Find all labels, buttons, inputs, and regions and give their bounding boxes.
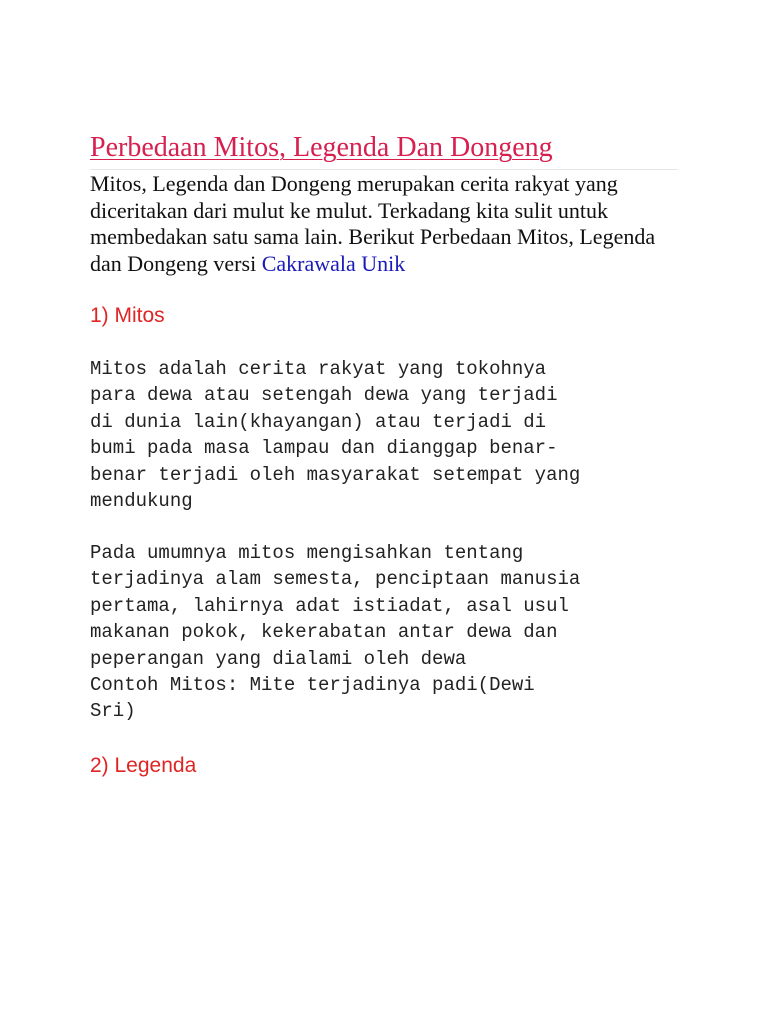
text-line: mendukung: [90, 490, 193, 513]
section-heading-legenda: 2) Legenda: [90, 754, 197, 777]
text-line: Contoh Mitos: Mite terjadinya padi(Dewi: [90, 674, 535, 697]
text-line: benar terjadi oleh masyarakat setempat yang: [90, 463, 581, 486]
text-line: terjadinya alam semesta, penciptaan manusia: [90, 568, 581, 591]
text-line: peperangan yang dialami oleh dewa: [90, 647, 467, 670]
text-line: di dunia lain(khayangan) atau terjadi di: [90, 410, 547, 433]
text-line: Pada umumnya mitos mengisahkan tentang: [90, 542, 524, 564]
mitos-content-paragraph: [90, 540, 690, 725]
text-line: makanan pokok, kekerabatan antar dewa dan: [90, 621, 558, 644]
text-line: bumi pada masa lampau dan dianggap benar-: [90, 437, 558, 460]
mitos-definition-paragraph: [90, 356, 690, 514]
text-line: para dewa atau setengah dewa yang terjadi: [90, 384, 558, 407]
article-title[interactable]: Perbedaan Mitos, Legenda Dan Dongeng: [90, 132, 553, 163]
text-line: Mitos adalah cerita rakyat yang tokohnya: [90, 358, 547, 380]
title-divider: [90, 169, 678, 170]
intro-text: Mitos, Legenda dan Dongeng merupakan cerita rakyat yang diceritakan dari mulut ke mulut. Terkadang kita sulit untuk membedakan satu sama lain. Berikut Perbedaan Mitos, Legenda dan Dongeng versi: [90, 171, 656, 276]
text-line: Sri): [90, 700, 136, 723]
section-heading-mitos: 1) Mitos: [90, 304, 165, 327]
cakrawala-unik-link[interactable]: Cakrawala Unik: [261, 250, 406, 276]
text-line: pertama, lahirnya adat istiadat, asal usul: [90, 594, 569, 617]
intro-paragraph: [90, 171, 670, 277]
